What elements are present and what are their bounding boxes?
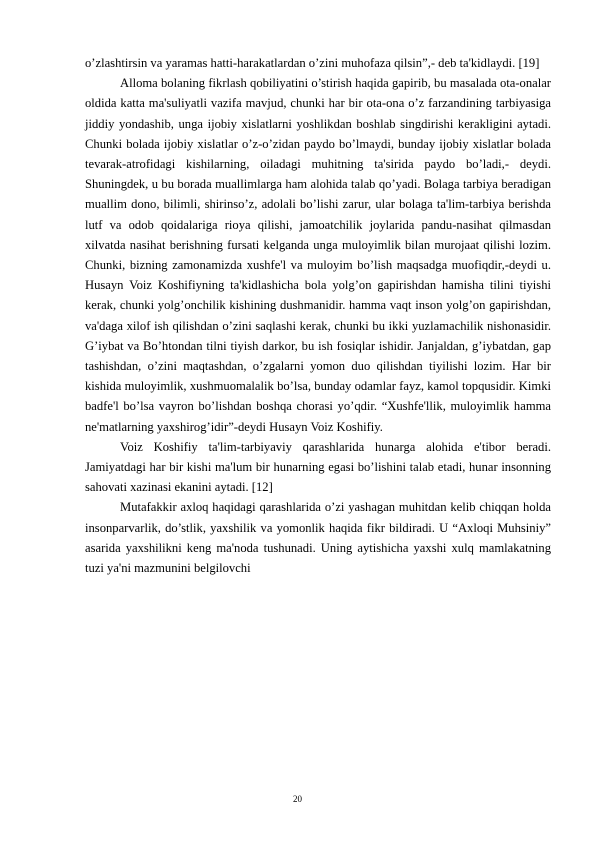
paragraph-4: Mutafakkir axloq haqidagi qarashlarida o’zi yashagan muhitdan kelib chiqqan holda insonparvarlik, do’stlik, yaxshilik va yomonlik haqida fikr bildiradi. U “Axloqi Muhsiniy” asarida yaxshilikni keng ma'noda tushunadi. Uning aytishicha yaxshi xulq mamlakatning tuzi ya'ni mazmunini belgilovchi [85, 500, 551, 576]
paragraph-2: Alloma bolaning fikrlash qobiliyatini o’stirish haqida gapirib, bu masalada ota-onalar oldida katta ma'suliyatli vazifa mavjud, chunki har bir ota-ona o’z farzandining tarbiyasiga jiddiy yondashib, unga ijobiy xislatlarni yoshlikdan boshlab singdirishi kerakligini aytadi. Chunki bolada ijobiy xislatlar o’z-o’zidan paydo bo’lmaydi, bunday ijobiy xislatlar bolada tevarak-atrofidagi kishilarning, oiladagi muhitning ta'sirida paydo bo’ladi,- deydi. Shuningdek, u bu borada muallimlarga ham alohida talab qo’yadi. Bolaga tarbiya beradigan muallim dono, bilimli, shirinso’z, adolali bo’lishi zarur, ular bolaga ta'lim-tarbiya berishda lutf va odob qoidalariga rioya qilishi, jamoatchilik joylarida pandu-nasihat qilmasdan xilvatda nasihat berishning fursati kelganda unga muloyimlik bilan murojaat qilishi lozim. Chunki, bizning zamonamizda xushfe'l va muloyim bo’lish maqsadga muofiqdir,-deydi u. Husayn Voiz Koshifiyning ta'kidlashicha bola yolg’on gapirishdan hamisha tilini tiyishi kerak, chunki yolg’onchilik kishining dushmanidir. hamma vaqt inson yolg’on gapirishdan, va'daga xilof ish qilishdan o’zini saqlashi kerak, chunki bu ikki yuzlamachilik nishonasidir. G’iybat va Bo’htondan tilni tiyish darkor, bu ish fosiqlar ishidir. Janjaldan, g’iybatdan, gap tashishdan, o’zini maqtashdan, o’zgalarni yomon duo qilishdan tiyilishi lozim. Har bir kishida muloyimlik, xushmuomalalik bo’lsa, bunday odamlar fayz, kamol topqusidir. Kimki badfe'l bo’lsa vayron bo’lishdan boshqa chorasi yo’qdir. “Xushfe'llik, muloyimlik hamma ne'matlarning yaxshirog’idir”-deydi Husayn Voiz Koshifiy. [85, 76, 551, 434]
document-page [85, 53, 551, 578]
page-number: 20 [293, 794, 302, 804]
paragraph-3: Voiz Koshifiy ta'lim-tarbiyaviy qarashlarida hunarga alohida e'tibor beradi. Jamiyatdagi har bir kishi ma'lum bir hunarning egasi bo’lishini talab etadi, hunar insonning sahovati xazinasi ekanini aytadi. [12] [85, 439, 551, 495]
paragraph-1: o’zlashtirsin va yaramas hatti-harakatlardan o’zini muhofaza qilsin”,- deb ta'kidlaydi. [19] [85, 56, 540, 70]
